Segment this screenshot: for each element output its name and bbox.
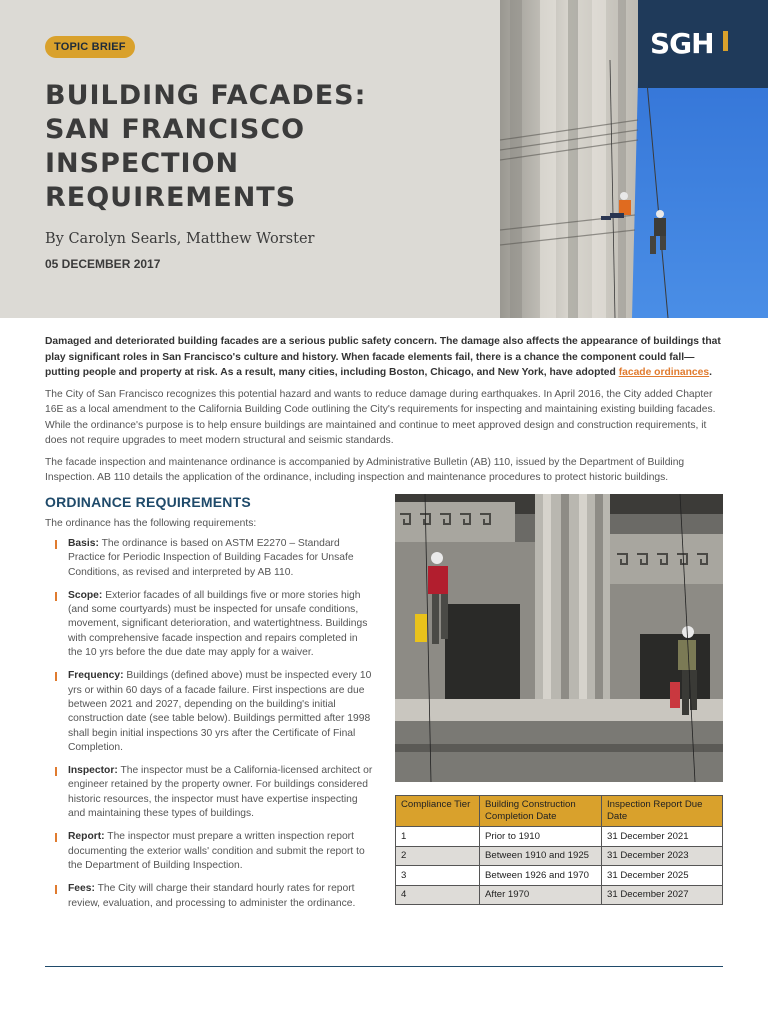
bullet-bar-icon [55,767,57,776]
footer-divider [45,966,723,967]
title-line: INSPECTION [45,148,240,179]
list-item [55,589,373,660]
table-cell: Between 1910 and 1925 [480,846,602,866]
topic-badge: TOPIC BRIEF [45,36,135,58]
item-text: Exterior facades of all buildings five or more stories high (and some courtyards) must be inspected for unsafe conditions, movement, significant deterioration, and watertightness. Buildings with comprehensive facade inspection and repairs completed in the 10 yrs before the due date may apply for a waiver. [68,589,368,659]
facade-inspection-photo [395,494,723,782]
section-title: ORDINANCE REQUIREMENTS [45,494,251,510]
item-label: Frequency: [68,670,124,682]
table-cell: 31 December 2021 [602,827,723,847]
logo-text: SGH [650,27,714,60]
item-text: Buildings (defined above) must be inspected every 10 yrs or within 60 days of a facade failure. First inspections are due between 2021 and 2027, depending on the building's initial construction date (see table below). Buildings permitted after 1998 shall begin initial inspections 30 yrs after the Certificate of Final Completion. [68,670,372,753]
compliance-table [395,795,723,905]
facade-ordinances-link[interactable]: facade ordinances [618,367,710,378]
item-label: Scope: [68,589,103,601]
item-text: The ordinance is based on ASTM E2270 – Standard Practice for Periodic Inspection of Building Facades for Unsafe Conditions, as revised and interpreted by AB 110. [68,538,354,578]
bullet-bar-icon [55,592,57,601]
title-line: SAN FRANCISCO [45,114,306,145]
intro-section [45,334,723,492]
intro-lead-end: . [709,367,712,378]
item-label: Fees: [68,883,95,895]
bullet-bar-icon [55,833,57,842]
authors: By Carolyn Searls, Matthew Worster [45,231,315,247]
table-row [396,846,723,866]
list-item [55,830,373,873]
table-cell: Between 1926 and 1970 [480,866,602,886]
bullet-bar-icon [55,885,57,894]
title-line: REQUIREMENTS [45,182,297,213]
column-header: Building Construction Completion Date [480,796,602,827]
table-cell: 2 [396,846,480,866]
intro-lead-text: Damaged and deteriorated building facades are a serious public safety concern. The damage also affects the appearance of buildings that play significant roles in San Francisco's culture and history. When facade elements fail, there is a chance the component could fall—putting people and property at risk. As a result, many cities, including Boston, Chicago, and New York, have adopted [45,336,721,378]
item-text: The inspector must be a California-licensed architect or engineer retained by the property owner. For buildings considered historic resources, the inspector must have expertise inspecting and maintaining these types of buildings. [68,765,373,820]
list-item [55,764,373,821]
company-logo[interactable] [638,0,768,88]
logo-mark-icon [723,31,728,51]
list-item [55,537,373,580]
item-text: The inspector must prepare a written inspection report documenting the exterior walls' condition and submit the report to the Department of Building Inspection. [68,831,365,871]
item-label: Inspector: [68,765,118,777]
section-intro: The ordinance has the following requirements: [45,518,257,529]
intro-paragraph-3: The facade inspection and maintenance ordinance is accompanied by Administrative Bulletin (AB) 110, issued by the Department of Building Inspection. AB 110 details the application of the ordinance, including inspection and maintenance procedures to protect historic buildings. [45,456,685,483]
intro-lead [45,334,723,381]
list-item [55,882,373,911]
requirements-list [55,537,373,920]
table-row [396,827,723,847]
table-cell: 4 [396,885,480,905]
table-cell: 31 December 2025 [602,866,723,886]
table-cell: 31 December 2023 [602,846,723,866]
table-cell: Prior to 1910 [480,827,602,847]
item-label: Basis: [68,538,99,549]
table-cell: After 1970 [480,885,602,905]
list-item [55,669,373,755]
bullet-bar-icon [55,540,57,549]
bullet-bar-icon [55,672,57,681]
item-label: Report: [68,831,105,843]
table-row [396,885,723,905]
page-title [45,79,465,215]
publish-date: 05 DECEMBER 2017 [45,257,161,271]
item-text: The City will charge their standard hourly rates for report review, evaluation, and processing to administer the ordinance. [68,883,356,909]
table-header-row [396,796,723,827]
intro-paragraph-2: The City of San Francisco recognizes this potential hazard and wants to reduce damage during earthquakes. In April 2016, the City added Chapter 16E as a local amendment to the California Building Code outlining the City's requirements for inspecting and maintaining existing building facades. While the ordinance's purpose is to help ensure buildings are maintained and continue to meet approved design and construction requirements, it does not require upgrades to meet modern structural and seismic standards. [45,388,716,446]
column-header: Inspection Report Due Date [602,796,723,827]
table-cell: 1 [396,827,480,847]
column-header: Compliance Tier [396,796,480,827]
table-cell: 31 December 2027 [602,885,723,905]
title-line: BUILDING FACADES: [45,80,367,111]
table-cell: 3 [396,866,480,886]
table-row [396,866,723,886]
